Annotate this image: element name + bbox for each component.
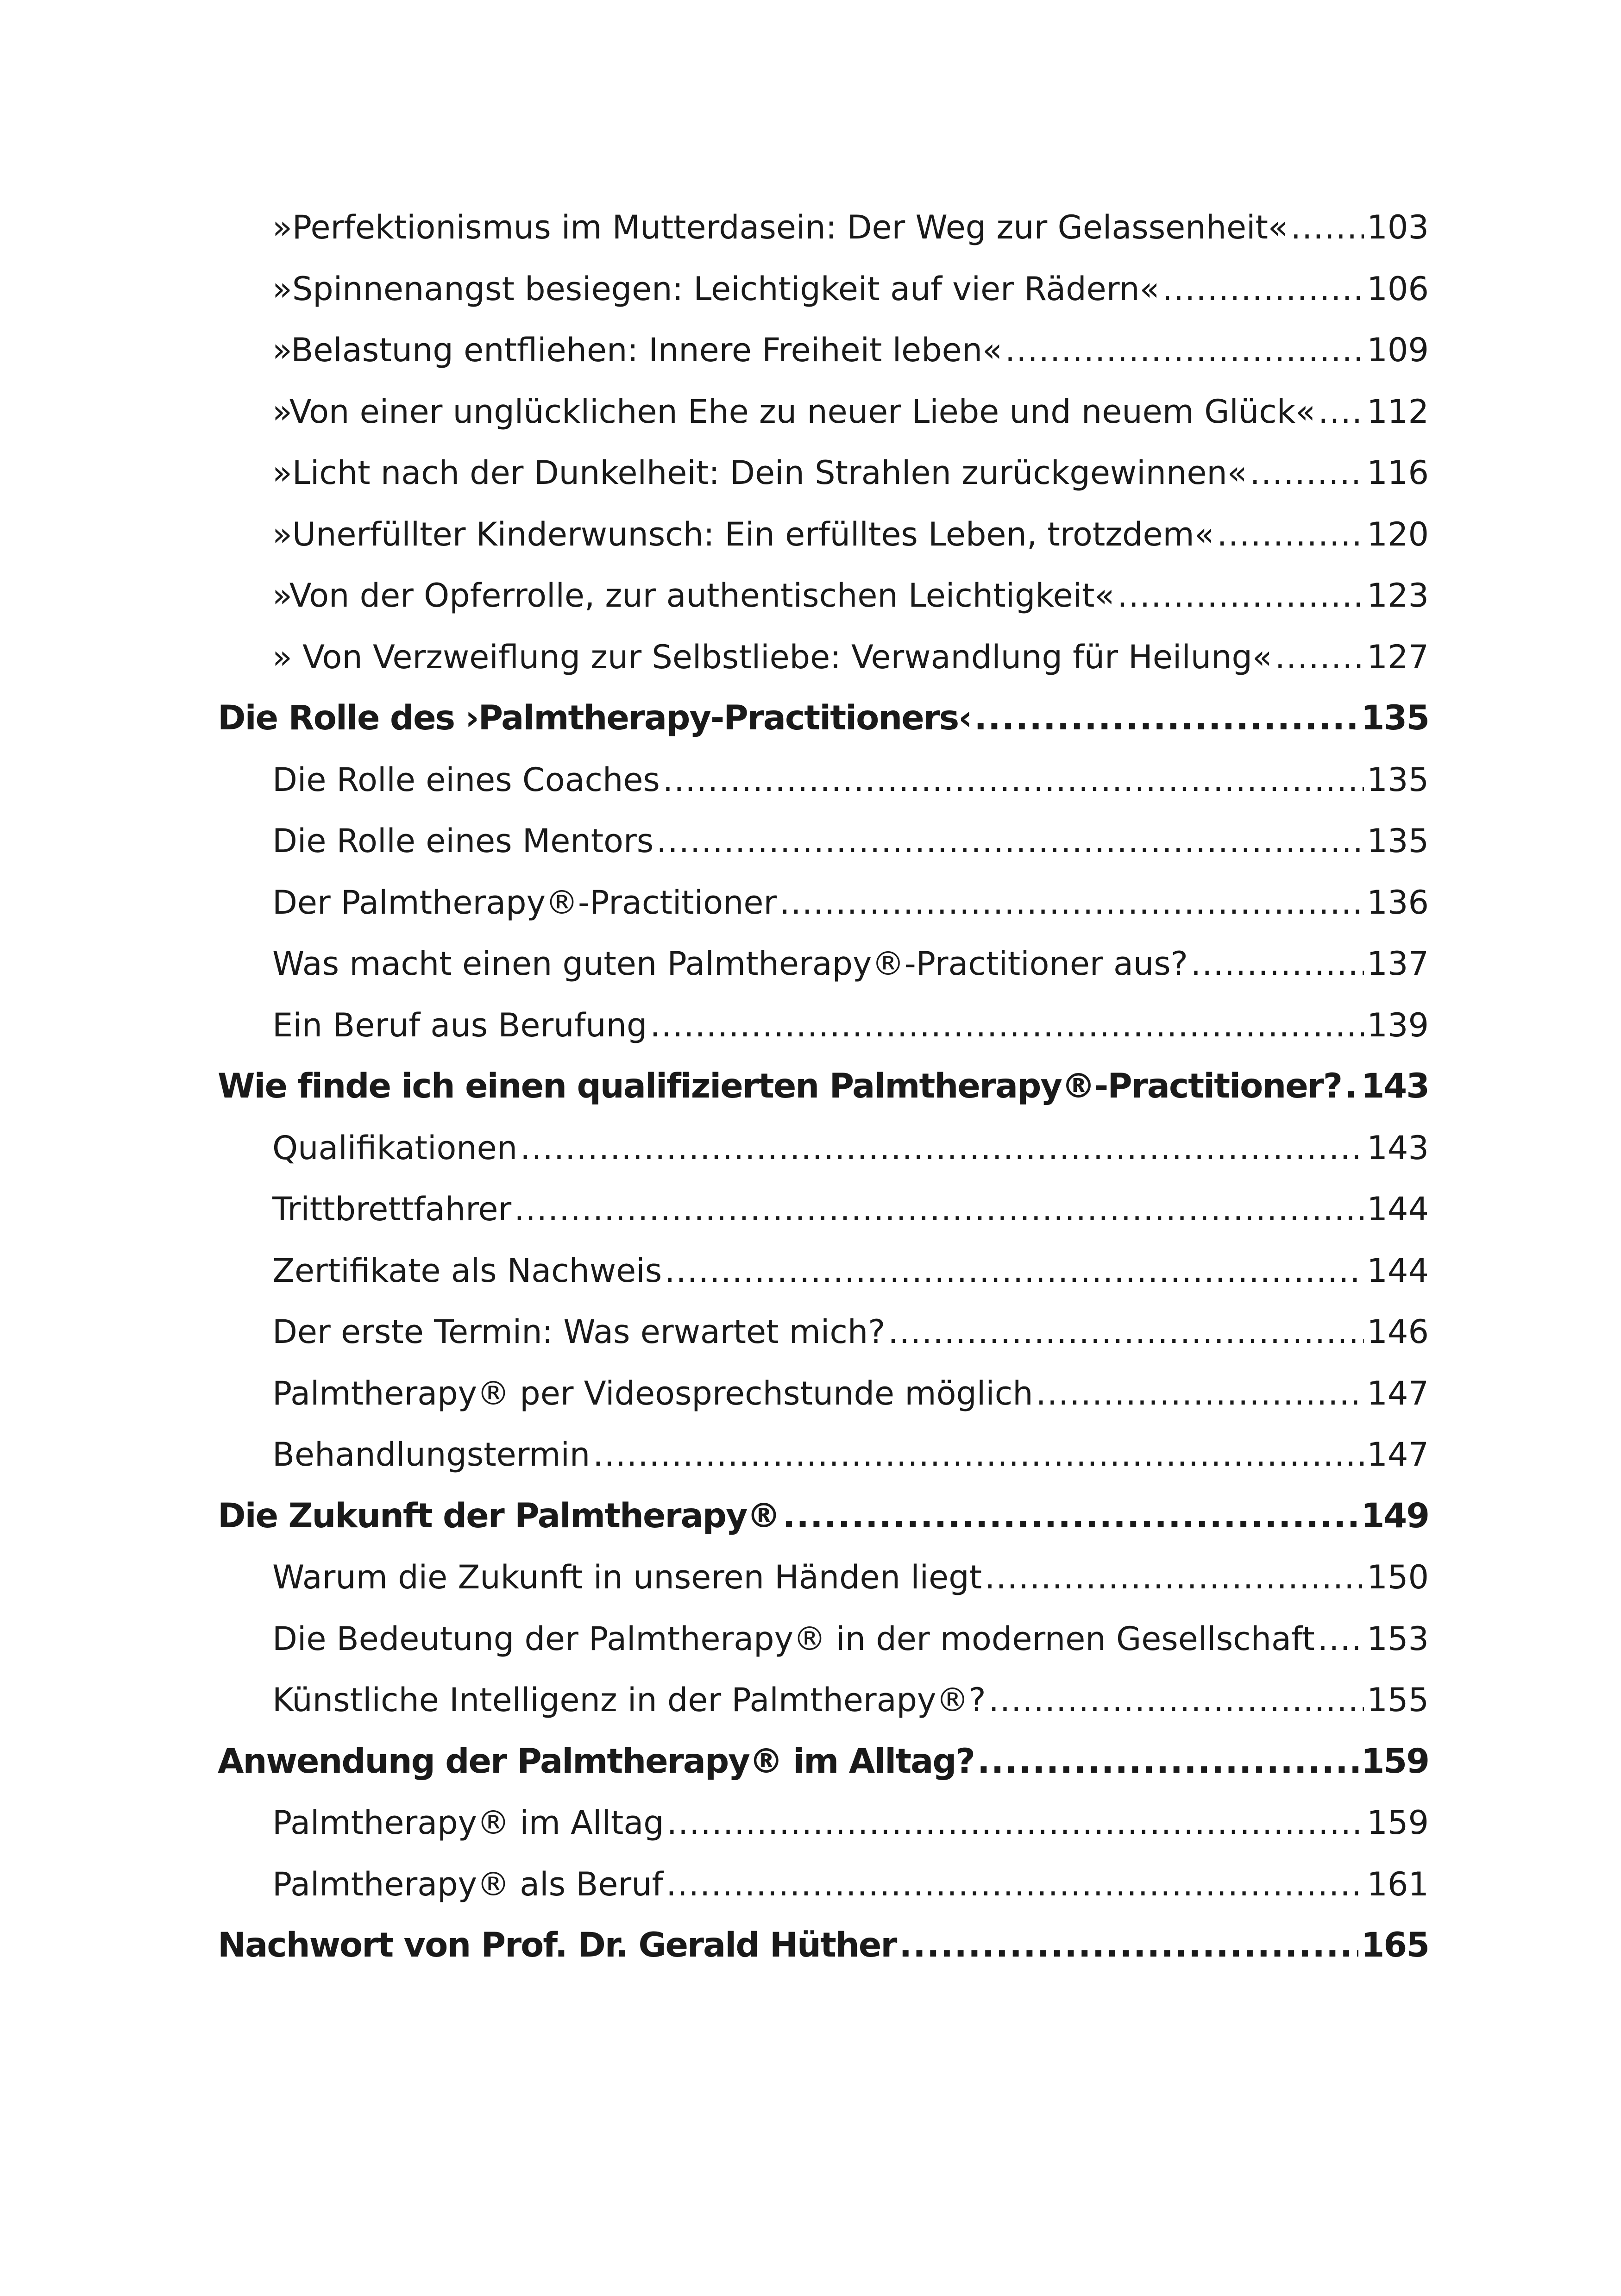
toc-entry[interactable] [218,1179,1429,1240]
toc-entry[interactable] [218,1117,1429,1179]
toc-entry-title: Die Rolle eines Coaches [272,760,660,799]
toc-page-number: 143 [1361,1066,1429,1106]
toc-entry-title: »Perfektionismus im Mutterdasein: Der Weg zur Gelassenheit« [272,208,1288,246]
toc-chapter-entry[interactable] [218,1915,1429,1976]
toc-leader-dots [593,1424,1364,1486]
toc-entry[interactable] [218,627,1429,688]
toc-entry[interactable] [218,1240,1429,1302]
toc-entry[interactable] [218,504,1429,565]
toc-entry[interactable] [218,258,1429,320]
toc-entry-title: »Unerfüllter Kinderwunsch: Ein erfülltes Leben, trotzdem« [272,515,1214,553]
toc-leader-dots [666,1854,1364,1915]
toc-leader-dots [1291,197,1364,258]
toc-entry-title: Der erste Termin: Was erwartet mich? [272,1313,886,1351]
toc-page-number: 109 [1367,331,1429,369]
toc-chapter-entry[interactable] [218,1731,1429,1793]
toc-page-number: 144 [1367,1251,1429,1290]
toc-entry-title: Trittbrettfahrer [272,1190,512,1228]
toc-leader-dots [989,1669,1364,1731]
toc-page-number: 147 [1367,1436,1429,1474]
toc-leader-dots [1345,1056,1358,1117]
toc-chapter-title: Wie finde ich einen qualifizierten Palmtherapy®-Practitioner? [218,1066,1342,1106]
toc-leader-dots [779,872,1364,934]
toc-leader-dots [665,1240,1364,1302]
toc-chapter-title: Die Rolle des ›Palmtherapy-Practitioners‹ [218,698,972,738]
toc-entry-title: Die Rolle eines Mentors [272,822,654,860]
toc-chapter-title: Nachwort von Prof. Dr. Gerald Hüther [218,1926,897,1965]
toc-page-number: 139 [1367,1006,1429,1044]
toc-entry[interactable] [218,1854,1429,1915]
toc-entry-title: »Von der Opferrolle, zur authentischen Leichtigkeit« [272,577,1115,615]
toc-entry-title: »Licht nach der Dunkelheit: Dein Strahlen zurückgewinnen« [272,454,1247,492]
toc-entry-title: Der Palmtherapy®-Practitioner [272,883,777,922]
toc-page-number: 135 [1361,698,1429,738]
toc-entry[interactable] [218,442,1429,504]
toc-page-number: 165 [1361,1926,1429,1965]
toc-leader-dots [888,1301,1364,1363]
toc-leader-dots [650,995,1364,1056]
toc-page-number: 136 [1367,883,1429,922]
toc-entry-title: »Spinnenangst besiegen: Leichtigkeit auf vier Rädern« [272,270,1160,308]
toc-leader-dots [1250,442,1364,504]
toc-leader-dots [663,749,1364,811]
toc-leader-dots [1036,1363,1364,1424]
toc-entry-title: Qualifikationen [272,1129,518,1167]
toc-leader-dots [1005,320,1364,381]
toc-entry[interactable] [218,872,1429,934]
toc-entry[interactable] [218,995,1429,1056]
toc-page-number: 161 [1367,1865,1429,1903]
toc-leader-dots [985,1547,1364,1608]
toc-entry-title: Palmtherapy® als Beruf [272,1865,664,1903]
toc-page-number: 150 [1367,1558,1429,1596]
toc-entry-title: Ein Beruf aus Berufung [272,1006,647,1044]
toc-entry[interactable] [218,1608,1429,1670]
toc-page-number: 153 [1367,1619,1429,1658]
toc-entry[interactable] [218,1669,1429,1731]
toc-page-number: 116 [1367,454,1429,492]
toc-page-number: 106 [1367,270,1429,308]
toc-leader-dots [656,810,1364,872]
toc-entry[interactable] [218,565,1429,627]
toc-page-number: 144 [1367,1190,1429,1228]
toc-page-number: 149 [1361,1496,1429,1536]
toc-entry-title: Künstliche Intelligenz in der Palmtherapy®? [272,1681,986,1719]
toc-page-number: 123 [1367,577,1429,615]
toc-entry-title: Palmtherapy® im Alltag [272,1804,664,1842]
toc-entry[interactable] [218,1547,1429,1608]
toc-leader-dots [1275,627,1364,688]
toc-leader-dots [1117,565,1364,627]
toc-entry[interactable] [218,933,1429,995]
toc-chapter-title: Die Zukunft der Palmtherapy® [218,1496,780,1536]
toc-page-number: 155 [1367,1681,1429,1719]
toc-entry-title: Warum die Zukunft in unseren Händen liegt [272,1558,982,1596]
toc-page-number: 143 [1367,1129,1429,1167]
toc-page-number: 103 [1367,208,1429,246]
toc-entry-title: Zertifikate als Nachweis [272,1251,662,1290]
toc-entry-title: » Von Verzweiflung zur Selbstliebe: Verwandlung für Heilung« [272,638,1272,676]
toc-entry[interactable] [218,1424,1429,1486]
toc-page-number: 135 [1367,822,1429,860]
toc-chapter-entry[interactable] [218,1486,1429,1547]
toc-entry[interactable] [218,1363,1429,1424]
toc-page-number: 112 [1367,392,1429,431]
toc-chapter-entry[interactable] [218,688,1429,749]
toc-entry-title: »Belastung entfliehen: Innere Freiheit leben« [272,331,1002,369]
toc-chapter-title: Anwendung der Palmtherapy® im Alltag? [218,1741,975,1781]
toc-entry-title: Die Bedeutung der Palmtherapy® in der modernen Gesellschaft [272,1619,1315,1658]
toc-entry[interactable] [218,1792,1429,1854]
toc-page-number: 159 [1367,1804,1429,1842]
toc-page-number: 135 [1367,760,1429,799]
toc-leader-dots [974,688,1358,749]
toc-page-number: 147 [1367,1374,1429,1412]
toc-leader-dots [1318,381,1364,443]
toc-leader-dots [1191,933,1364,995]
toc-entry[interactable] [218,320,1429,381]
toc-chapter-entry[interactable] [218,1056,1429,1117]
toc-leader-dots [899,1915,1358,1976]
toc-page-number: 120 [1367,515,1429,553]
toc-leader-dots [783,1486,1358,1547]
table-of-contents [218,197,1429,1976]
toc-entry[interactable] [218,749,1429,811]
toc-entry[interactable] [218,381,1429,443]
toc-entry-title: »Von einer unglücklichen Ehe zu neuer Liebe und neuem Glück« [272,392,1316,431]
toc-leader-dots [977,1731,1358,1793]
toc-leader-dots [1162,258,1364,320]
toc-leader-dots [514,1179,1364,1240]
toc-entry[interactable] [218,810,1429,872]
toc-leader-dots [1217,504,1364,565]
toc-entry-title: Was macht einen guten Palmtherapy®-Practitioner aus? [272,945,1188,983]
toc-leader-dots [1318,1608,1364,1670]
toc-page-number: 127 [1367,638,1429,676]
toc-leader-dots [520,1117,1364,1179]
toc-entry[interactable] [218,1301,1429,1363]
toc-page-number: 146 [1367,1313,1429,1351]
toc-leader-dots [667,1792,1364,1854]
toc-page-number: 159 [1361,1741,1429,1781]
toc-entry-title: Palmtherapy® per Videosprechstunde möglich [272,1374,1033,1412]
toc-entry[interactable] [218,197,1429,258]
toc-entry-title: Behandlungstermin [272,1436,591,1474]
toc-page-number: 137 [1367,945,1429,983]
